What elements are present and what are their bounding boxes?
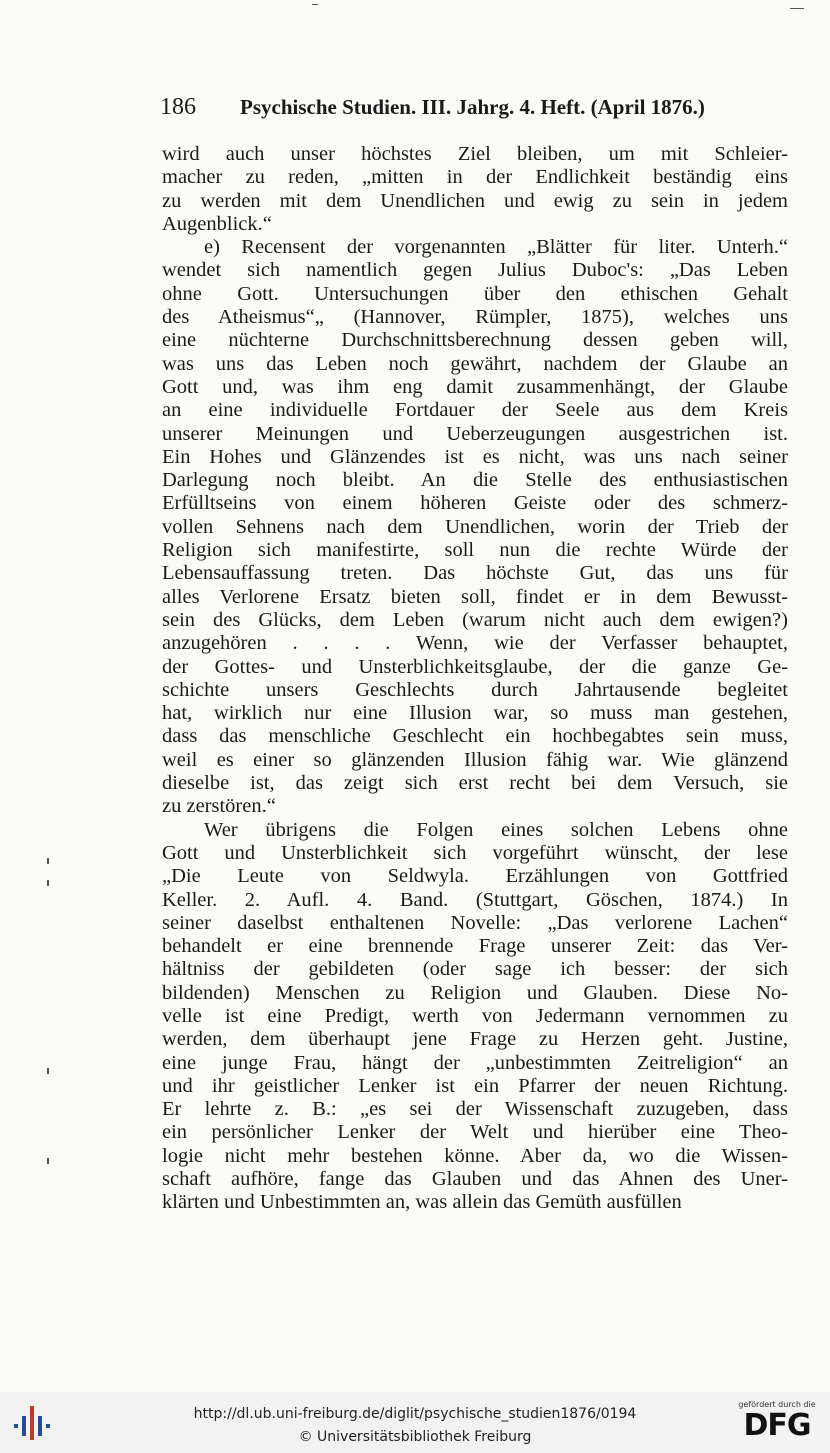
text-line: alles Verlorene Ersatz bieten soll, findet er in dem Bewusst- <box>162 585 788 608</box>
text-line: hat, wirklich nur eine Illusion war, so muss man gestehen, <box>162 702 788 725</box>
text-line: behandelt er eine brennende Frage unserer Zeit: das Ver- <box>162 935 788 958</box>
margin-mark <box>47 1158 49 1164</box>
dfg-caption: gefördert durch die <box>738 1400 816 1409</box>
text-line: Gott und, was ihm eng damit zusammenhängt, der Glaube <box>162 375 788 398</box>
copyright-notice: © Universitätsbibliothek Freiburg <box>298 1429 532 1445</box>
text-line: Er lehrte z. B.: „es sei der Wissenschaft zuzugeben, dass <box>162 1098 788 1121</box>
text-line: Gott und Unsterblichkeit sich vorgeführt wünscht, der lese <box>162 841 788 864</box>
text-line: weil es einer so glänzenden Illusion fähig war. Wie glänzend <box>162 748 788 771</box>
text-line: Erfülltseins von einem höheren Geiste oder des schmerz- <box>162 492 788 515</box>
page-number: 186 <box>160 94 196 120</box>
text-line: macher zu reden, „mitten in der Endlichkeit beständig eins <box>162 166 788 189</box>
text-line: Darlegung noch bleibt. An die Stelle des enthusiastischen <box>162 469 788 492</box>
text-line: eine junge Frau, hängt der „unbestimmten Zeitreligion“ an <box>162 1051 788 1074</box>
running-title: Psychische Studien. III. Jahrg. 4. Heft. (April 1876.) <box>240 95 705 119</box>
text-line: und ihr geistlicher Lenker ist ein Pfarrer der neuen Richtung. <box>162 1074 788 1097</box>
text-line: des Atheismus“„ (Hannover, Rümpler, 1875), welches uns <box>162 306 788 329</box>
text-line: Religion sich manifestirte, soll nun die rechte Würde der <box>162 539 788 562</box>
text-line: eine nüchterne Durchschnittsberechnung dessen geben will, <box>162 329 788 352</box>
dfg-logo <box>732 1400 822 1448</box>
text-line: anzugehören . . . . Wenn, wie der Verfasser behauptet, <box>162 632 788 655</box>
text-line: wird auch unser höchstes Ziel bleiben, um mit Schleier- <box>162 143 788 165</box>
text-line: Augenblick.“ <box>162 212 272 235</box>
body-text <box>162 143 788 1215</box>
margin-mark <box>47 1068 49 1074</box>
text-line: Ein Hohes und Glänzendes ist es nicht, was uns nach seiner <box>162 445 788 468</box>
text-line: seiner daselbst enthaltenen Novelle: „Das verlorene Lachen“ <box>162 911 788 934</box>
document-url[interactable]: http://dl.ub.uni-freiburg.de/diglit/psychische_studien1876/0194 <box>193 1406 637 1422</box>
text-line: sein des Glücks, dem Leben (warum nicht auch dem ewigen?) <box>162 608 788 631</box>
text-line: ohne Gott. Untersuchungen über den ethischen Gehalt <box>162 282 788 305</box>
text-line: vollen Sehnens nach dem Unendlichen, worin der Trieb der <box>162 515 788 538</box>
text-line: velle ist eine Predigt, werth von Jedermann vernommen zu <box>162 1004 788 1027</box>
text-line: wendet sich namentlich gegen Julius Duboc's: „Das Leben <box>162 259 788 282</box>
text-line: zu werden mit dem Unendlichen und ewig zu sein in jedem <box>162 189 788 212</box>
text-line: der Gottes- und Unsterblichkeitsglaube, der die ganze Ge- <box>162 655 788 678</box>
text-line: „Die Leute von Seldwyla. Erzählungen von Gottfried <box>162 865 788 888</box>
text-line: an eine individuelle Fortdauer der Seele aus dem Kreis <box>162 399 788 422</box>
text-line: dieselbe ist, das zeigt sich erst recht bei dem Versuch, sie <box>162 772 788 795</box>
text-line: unserer Meinungen und Ueberzeugungen ausgestrichen ist. <box>162 422 788 445</box>
text-line: bildenden) Menschen zu Religion und Glauben. Diese No- <box>162 981 788 1004</box>
text-line: schichte unsers Geschlechts durch Jahrtausende begleitet <box>162 678 788 701</box>
text-line: dass das menschliche Geschlecht ein hochbegabtes sein muss, <box>162 725 788 748</box>
text-line: werden, dem überhaupt jene Frage zu Herzen geht. Justine, <box>162 1028 788 1051</box>
margin-mark <box>47 858 49 864</box>
text-line: Keller. 2. Aufl. 4. Band. (Stuttgart, Göschen, 1874.) In <box>162 888 788 911</box>
viewer-footer <box>0 1392 830 1453</box>
dfg-wordmark: DFG <box>743 1408 811 1443</box>
text-line: klärten und Unbestimmten an, was allein das Gemüth ausfüllen <box>162 1191 682 1214</box>
text-line: Lebensauffassung treten. Das höchste Gut, das uns für <box>162 562 788 585</box>
margin-mark <box>312 4 318 5</box>
text-line: logie nicht mehr bestehen könne. Aber da, wo die Wissen- <box>162 1144 788 1167</box>
page-header <box>160 92 790 124</box>
text-line: schaft aufhöre, fange das Glauben und das Ahnen des Uner- <box>162 1168 788 1191</box>
text-line: zu zerstören.“ <box>162 795 276 818</box>
text-line: was uns das Leben noch gewährt, nachdem der Glaube an <box>162 352 788 375</box>
text-line: e) Recensent der vorgenannten „Blätter für liter. Unterh.“ <box>204 236 788 259</box>
text-line: hältniss der gebildeten (oder sage ich besser: der sich <box>162 958 788 981</box>
text-line: ein persönlicher Lenker der Welt und hierüber eine Theo- <box>162 1121 788 1144</box>
margin-mark <box>790 8 804 9</box>
text-line: Wer übrigens die Folgen eines solchen Lebens ohne <box>204 818 788 841</box>
margin-mark <box>47 880 49 886</box>
